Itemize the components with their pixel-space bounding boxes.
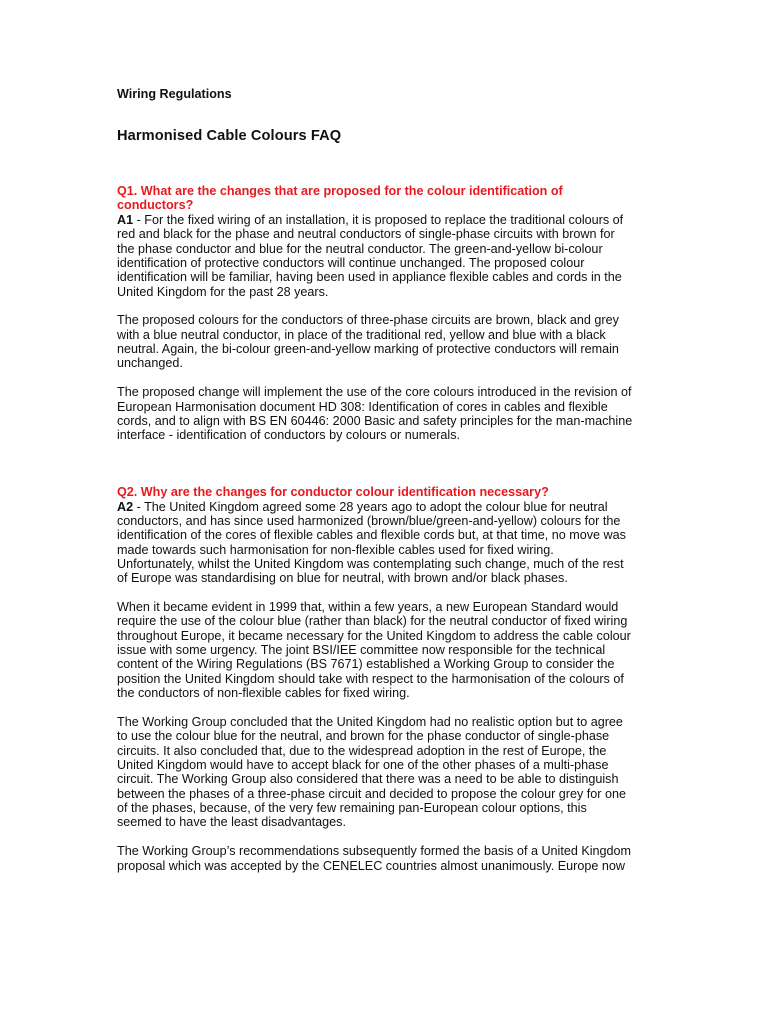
page-title: Harmonised Cable Colours FAQ — [117, 128, 342, 144]
answer-1-label: A1 — [117, 212, 134, 227]
answer-1 — [117, 213, 633, 299]
answer-2-label: A2 — [117, 499, 134, 514]
answer-1-paragraph: The proposed colours for the conductors of three-phase circuits are brown, black and grey with a blue neutral conductor, in place of the traditional red, yellow and blue with a black neutral. Again, the bi-colour green-and-yellow marking of protective conductors will remain unchanged. — [117, 313, 619, 371]
answer-1-paragraph: The proposed change will implement the use of the core colours introduced in the revision of European Harmonisation document HD 308: Identification of cores in cables and flexible cords, and to align with BS EN 60446: 2000 Basic and safety principles for the man-machine interface - identification of conductors by colours or numerals. — [117, 385, 633, 443]
answer-2-paragraph: The Working Group’s recommendations subsequently formed the basis of a United Kingdom proposal which was accepted by the CENELEC countries almost unanimously. Europe now — [117, 844, 632, 873]
question-2: Q2. Why are the changes for conductor colour identification necessary? — [117, 484, 549, 499]
answer-1-text: - For the fixed wiring of an installation, it is proposed to replace the traditional colours of red and black for the phase and neutral conductors of single-phase circuits with brown for the phase conductor and blue for the neutral conductor. The green-and-yellow bi-colour identification of protective conductors will continue unchanged. The proposed colour identification will be familiar, having been used in appliance flexible cables and cords in the United Kingdom for the past 28 years. — [117, 212, 624, 299]
answer-2-paragraph: When it became evident in 1999 that, within a few years, a new European Standard would require the use of the colour blue (rather than black) for the neutral conductor of fixed wiring throughout Europe, it became necessary for the United Kingdom to address the cable colour issue with some urgency. The joint BSI/IEE committee now responsible for the technical content of the Wiring Regulations (BS 7671) established a Working Group to consider the position the United Kingdom should take with respect to the harmonisation of the colours of the conductors of non-flexible cables for fixed wiring. — [117, 600, 631, 701]
document-content — [117, 86, 633, 873]
answer-2-text: - The United Kingdom agreed some 28 years ago to adopt the colour blue for neutral conductors, and has since used harmonized (brown/blue/green-and-yellow) colours for the identification of the cores of flexible cables and flexible cords but, at that time, no move was made towards such harmonisation for non-flexible cables used for fixed wiring. Unfortunately, whilst the United Kingdom was contemplating such change, much of the rest of Europe was standardising on blue for neutral, with brown and/or black phases. — [117, 499, 626, 586]
answer-2-paragraph: The Working Group concluded that the United Kingdom had no realistic option but to agree to use the colour blue for the neutral, and brown for the phase conductor of single-phase circuits. It also concluded that, due to the widespread adoption in the rest of Europe, the United Kingdom would have to accept black for one of the other phases of a multi-phase circuit. The Working Group also considered that there was a need to be able to distinguish between the phases of a three-phase circuit and decided to propose the colour grey for one of the phases, because, of the very few remaining pan-European colour options, this seemed to have the least disadvantages. — [117, 715, 626, 830]
section-label: Wiring Regulations — [117, 87, 232, 101]
question-1: Q1. What are the changes that are proposed for the colour identification of conductors? — [117, 184, 563, 212]
answer-2 — [117, 500, 633, 586]
